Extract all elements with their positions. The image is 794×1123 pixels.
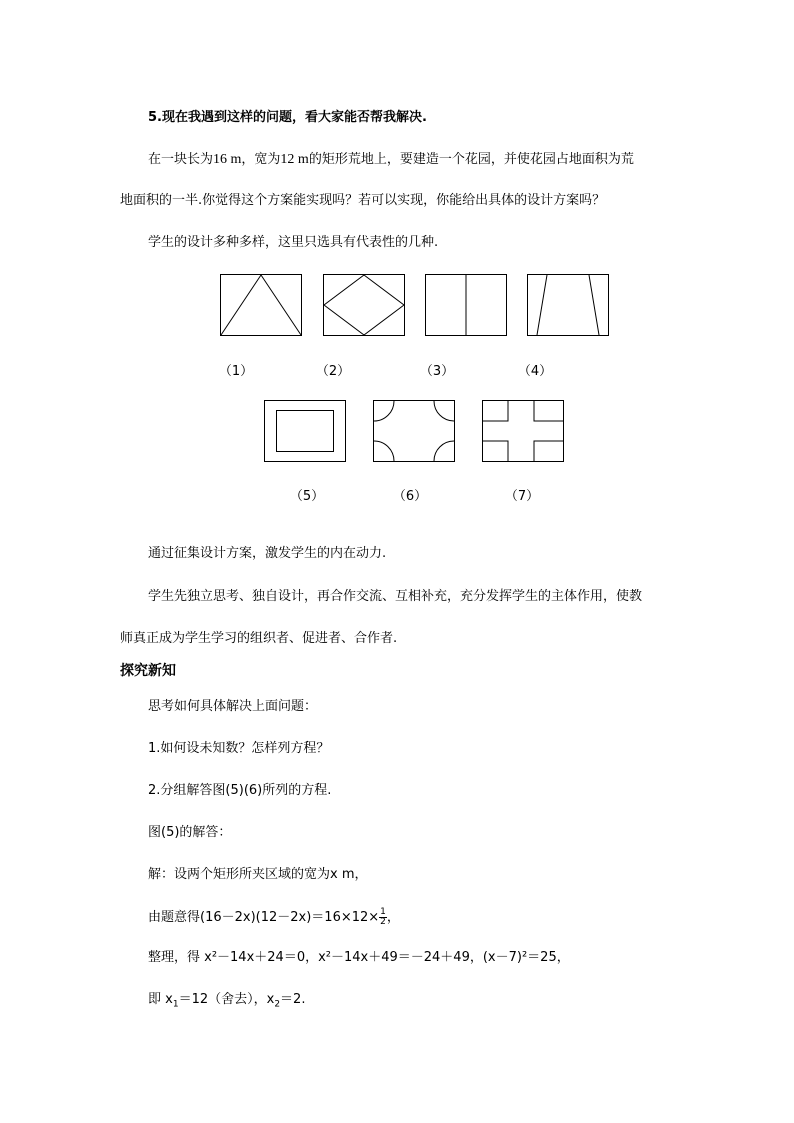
discussion-line-3: 师真正成为学生学习的组织者、促进者、合作者. (120, 631, 398, 646)
solution-line-2 (148, 908, 400, 927)
figure-label-7: （7） (504, 489, 540, 504)
question-1: 1.如何设未知数？怎样列方程？ (148, 741, 330, 756)
length-value: 16 m (213, 152, 242, 167)
figure-4 (527, 274, 609, 336)
answer-text-a: 即 x (148, 992, 173, 1007)
problem-line-1 (148, 152, 634, 168)
solution-title: 图(5)的解答： (148, 825, 232, 840)
problem-text-c: 的矩形荒地上，要建造一个花园，并使花园占地面积为荒 (308, 152, 634, 167)
fraction-one-half (379, 908, 387, 927)
section-heading-explore: 探究新知 (120, 663, 176, 679)
fraction-numerator: 1 (380, 907, 386, 917)
discussion-line-2: 学生先独立思考、独自设计，再合作交流、互相补充，充分发挥学生的主体作用，使教 (148, 589, 643, 604)
figure-label-3: （3） (419, 364, 455, 379)
figure-label-4: （4） (517, 364, 553, 379)
question-2: 2.分组解答图(5)(6)所列的方程. (148, 783, 332, 798)
discussion-line-1: 通过征集设计方案，激发学生的内在动力. (148, 546, 387, 561)
figure-1 (220, 274, 302, 336)
fraction-denominator: 2 (380, 917, 386, 927)
figure-label-2: （2） (315, 364, 351, 379)
figure-label-5: （5） (289, 489, 325, 504)
figure-3 (425, 274, 507, 336)
figure-6 (373, 400, 455, 462)
problem-line-2: 地面积的一半.你觉得这个方案能实现吗？若可以实现，你能给出具体的设计方案吗？ (120, 193, 606, 208)
figure-label-6: （6） (392, 489, 428, 504)
figure-7 (482, 400, 564, 462)
problem-text-a: 在一块长为 (148, 152, 214, 167)
subscript-2: 2 (274, 999, 281, 1010)
solution-line-3: 整理，得 x²－14x＋24＝0，x²－14x＋49＝－24＋49，(x－7)²＝25， (148, 950, 570, 965)
designs-intro: 学生的设计多种多样，这里只选具有代表性的几种. (148, 235, 439, 250)
explore-intro: 思考如何具体解决上面问题： (148, 699, 318, 714)
figure-2 (323, 274, 405, 336)
width-value: 12 m (280, 152, 309, 167)
solution-line-1: 解：设两个矩形所夹区域的宽为x m， (148, 867, 368, 882)
section5-title: 5.现在我遇到这样的问题，看大家能否帮我解决. (148, 110, 427, 125)
equation-text: 由题意得(16－2x)(12－2x)＝16×12× (148, 910, 380, 925)
solution-line-4 (148, 992, 305, 1013)
answer-text-c: ＝2. (280, 992, 306, 1007)
problem-text-b: ，宽为 (241, 152, 281, 167)
answer-text-b: ＝12（舍去），x (178, 992, 275, 1007)
figure-label-1: （1） (218, 364, 254, 379)
subscript-1: 1 (172, 999, 179, 1010)
equation-end: ， (386, 910, 400, 925)
figure-5 (264, 400, 346, 462)
